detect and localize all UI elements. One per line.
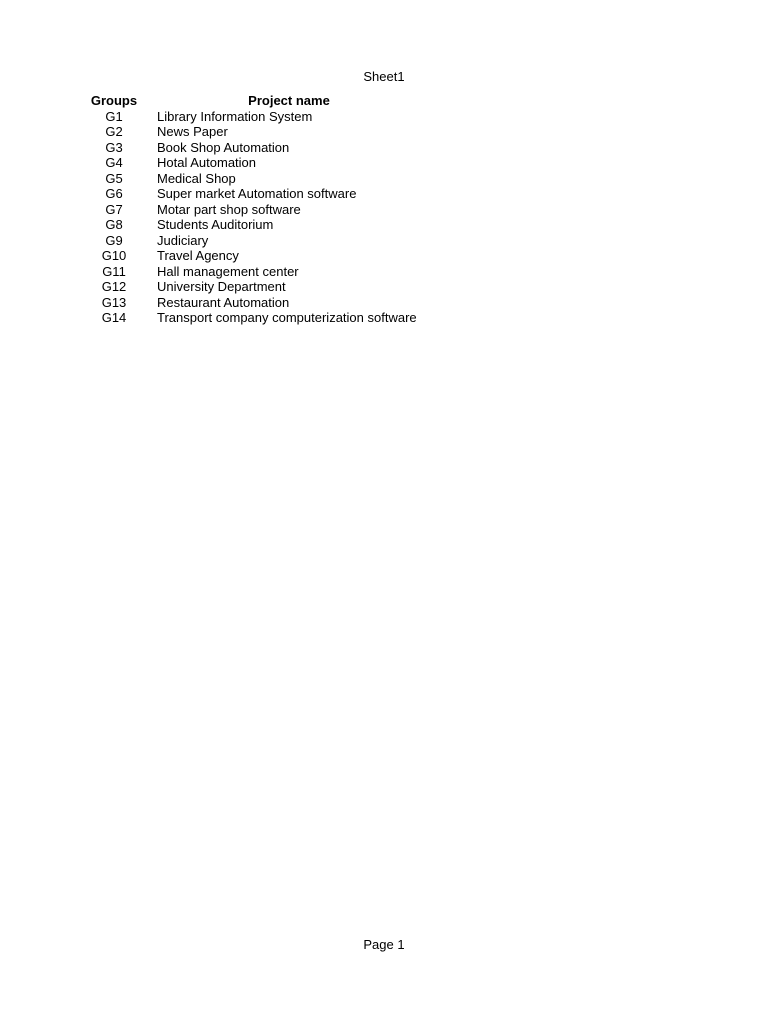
project-name-cell: Travel Agency [157, 248, 239, 263]
group-cell: G5 [105, 170, 123, 186]
table-row [74, 295, 427, 311]
project-name-cell: Hotal Automation [157, 155, 257, 170]
table-row [74, 124, 427, 140]
table-row [74, 140, 427, 156]
group-cell: G1 [105, 108, 123, 124]
table-row [74, 279, 427, 295]
project-name-cell: Transport company computerization software [157, 310, 417, 325]
table-header-row [74, 93, 427, 109]
projects-table [74, 93, 427, 326]
group-cell: G3 [105, 139, 123, 155]
group-cell: G12 [101, 279, 127, 294]
table-row [74, 310, 427, 326]
group-cell: G7 [105, 201, 123, 217]
group-cell: G13 [101, 294, 127, 310]
project-name-cell: Medical Shop [157, 170, 236, 186]
group-cell: G6 [105, 186, 123, 201]
group-cell: G2 [105, 124, 123, 139]
project-name-cell: Library Information System [157, 108, 313, 124]
groups-column-header: Groups [90, 93, 138, 108]
page-number: Page 1 [363, 937, 405, 952]
group-cell: G11 [102, 263, 126, 279]
table-row [74, 186, 427, 202]
group-cell: G10 [101, 248, 127, 263]
group-cell: G4 [105, 155, 123, 170]
project-name-cell: University Department [157, 279, 286, 294]
table-row [74, 264, 427, 280]
table-row [74, 217, 427, 233]
table-row [74, 109, 427, 125]
table-row [74, 155, 427, 171]
project-name-cell: Super market Automation software [157, 186, 357, 201]
project-name-cell: Book Shop Automation [157, 139, 290, 155]
project-name-cell: Restaurant Automation [157, 294, 290, 310]
project-name-cell: News Paper [157, 124, 228, 139]
table-row [74, 202, 427, 218]
table-row [74, 171, 427, 187]
project-name-cell: Motar part shop software [157, 201, 301, 217]
project-name-cell: Judiciary [157, 232, 209, 248]
group-cell: G8 [105, 217, 123, 232]
project-name-cell: Hall management center [157, 263, 299, 279]
table-body [74, 109, 427, 326]
project-name-column-header: Project name [248, 93, 330, 108]
sheet-title: Sheet1 [363, 69, 405, 84]
group-cell: G14 [101, 310, 127, 325]
table-row [74, 233, 427, 249]
group-cell: G9 [105, 232, 123, 248]
project-name-cell: Students Auditorium [157, 217, 274, 232]
table-row [74, 248, 427, 264]
